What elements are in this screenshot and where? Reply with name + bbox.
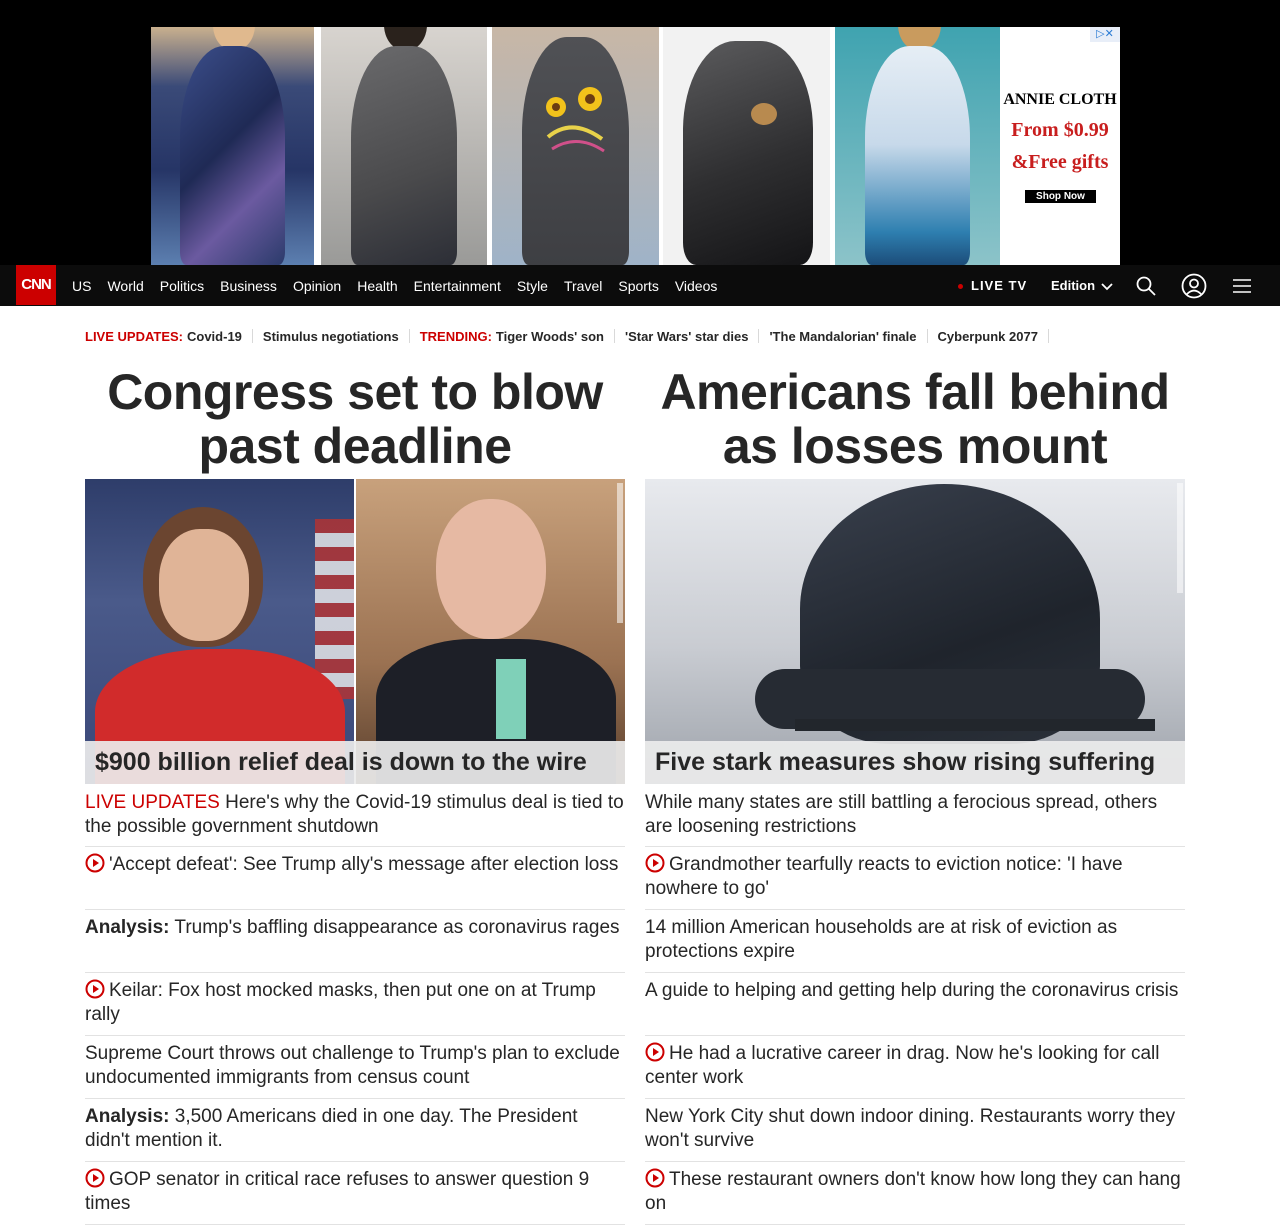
story-link[interactable] [645, 1162, 1185, 1225]
story-headline: 3,500 Americans died in one day. The President didn't mention it. [85, 1106, 578, 1151]
photo-credit [1177, 483, 1183, 593]
search-icon[interactable] [1135, 275, 1157, 297]
nav-link-entertainment[interactable]: Entertainment [413, 277, 501, 294]
mcconnell-photo [356, 479, 625, 784]
live-tv-label: LIVE TV [971, 278, 1028, 293]
nav-link-us[interactable]: US [72, 277, 92, 294]
sequin-sweater-photo[interactable] [321, 27, 487, 265]
video-play-icon [645, 1042, 665, 1062]
sunflower-sweatshirt-photo[interactable] [492, 27, 659, 265]
story-headline: A guide to helping and getting help during the coronavirus crisis [645, 980, 1179, 1001]
story-link[interactable] [85, 910, 625, 973]
story-headline: He had a lucrative career in drag. Now he's looking for call center work [645, 1043, 1160, 1088]
nav-link-sports[interactable]: Sports [618, 277, 659, 294]
story-kicker: Analysis: [85, 917, 170, 938]
live-tv-link[interactable] [958, 265, 1027, 306]
live-dot-icon [958, 284, 963, 289]
story-link[interactable] [645, 973, 1185, 1036]
divider [758, 329, 759, 343]
trending-link-tiger-woods[interactable]: Tiger Woods' son [495, 328, 604, 344]
story-kicker: LIVE UPDATES [85, 792, 220, 813]
trending-link-covid[interactable]: Covid-19 [187, 328, 242, 344]
story-link[interactable] [85, 1099, 625, 1162]
story-link[interactable] [645, 910, 1185, 973]
menu-icon[interactable] [1232, 275, 1252, 297]
story-headline: Grandmother tearfully reacts to eviction notice: 'I have nowhere to go' [645, 854, 1123, 899]
trending-link-cyberpunk[interactable]: Cyberpunk 2077 [937, 328, 1038, 344]
divider [614, 329, 615, 343]
print-top-photo[interactable] [835, 27, 1000, 265]
story-link[interactable] [85, 1036, 625, 1099]
story-headline: 'Accept defeat': See Trump ally's message after election loss [109, 854, 619, 875]
left-hero-image[interactable] [85, 479, 625, 784]
divider [409, 329, 410, 343]
story-headline: While many states are still battling a ferocious spread, others are loosening restrictions [645, 792, 1158, 837]
trending-link-mandalorian[interactable]: 'The Mandalorian' finale [769, 328, 917, 344]
story-link[interactable] [645, 1099, 1185, 1162]
nav-link-world[interactable]: World [107, 277, 144, 294]
main-nav [0, 265, 1280, 306]
trending-label: TRENDING: [419, 328, 492, 344]
nav-link-opinion[interactable]: Opinion [292, 277, 342, 294]
story-kicker: Analysis: [85, 1106, 170, 1127]
shop-now-button[interactable]: Shop Now [1025, 190, 1096, 203]
video-play-icon [645, 853, 665, 873]
story-headline: These restaurant owners don't know how long they can hang on [645, 1169, 1181, 1214]
video-play-icon [645, 1168, 665, 1188]
chevron-down-icon [1101, 283, 1113, 291]
video-play-icon [85, 853, 105, 873]
sunflower-print-icon [542, 77, 612, 157]
nav-link-politics[interactable]: Politics [159, 277, 205, 294]
nav-links [64, 265, 725, 306]
adchoices-icon[interactable]: ▷✕ [1090, 27, 1120, 42]
right-hero-caption[interactable]: Five stark measures show rising suffering [645, 741, 1185, 784]
story-headline: Keilar: Fox host mocked masks, then put one on at Trump rally [85, 980, 596, 1025]
nav-link-health[interactable]: Health [357, 277, 398, 294]
advertisement-banner[interactable] [151, 27, 1120, 265]
account-icon[interactable] [1181, 273, 1207, 299]
right-hero-image[interactable] [645, 479, 1185, 784]
hooded-person-photo [645, 479, 1185, 784]
story-headline: Here's why the Covid-19 stimulus deal is tied to the possible government shutdown [85, 792, 624, 837]
ad-brand: ANNIE CLOTH [1003, 91, 1117, 108]
story-headline: Supreme Court throws out challenge to Trump's plan to exclude undocumented immigrants from census count [85, 1043, 620, 1088]
story-link[interactable] [85, 784, 625, 847]
left-hero-caption[interactable]: $900 billion relief deal is down to the wire [85, 741, 625, 784]
right-headline[interactable]: Americans fall behind as losses mount [660, 364, 1170, 474]
floral-blouse-photo[interactable] [151, 27, 314, 265]
divider [1048, 329, 1049, 343]
left-headline[interactable]: Congress set to blow past deadline [107, 364, 603, 474]
nav-link-business[interactable]: Business [220, 277, 277, 294]
right-story-column [645, 365, 1185, 1225]
left-story-list [85, 784, 625, 1225]
edition-label: Edition [1051, 278, 1096, 293]
story-link[interactable] [85, 847, 625, 910]
story-link[interactable] [645, 784, 1185, 847]
trending-bar [85, 326, 1059, 346]
video-play-icon [85, 979, 105, 999]
button-scarf-photo[interactable] [663, 27, 830, 265]
image-divider [354, 479, 356, 784]
ad-offer: From $0.99 [1011, 119, 1109, 141]
left-story-column [85, 365, 625, 1225]
story-link[interactable] [645, 847, 1185, 910]
divider [927, 329, 928, 343]
story-headline: 14 million American households are at risk of eviction as protections expire [645, 917, 1118, 962]
nav-link-videos[interactable]: Videos [674, 277, 718, 294]
edition-selector[interactable] [1051, 265, 1113, 306]
divider [252, 329, 253, 343]
video-play-icon [85, 1168, 105, 1188]
right-story-list [645, 784, 1185, 1225]
ad-copy[interactable] [1000, 27, 1120, 265]
pelosi-photo [85, 479, 354, 784]
trending-link-star-wars[interactable]: 'Star Wars' star dies [624, 328, 749, 344]
ad-offer-gifts: &Free gifts [1011, 151, 1109, 173]
cnn-logo[interactable]: CNN [16, 265, 56, 305]
story-headline: GOP senator in critical race refuses to answer question 9 times [85, 1169, 590, 1214]
story-link[interactable] [85, 1162, 625, 1225]
nav-link-style[interactable]: Style [516, 277, 548, 294]
story-link[interactable] [645, 1036, 1185, 1099]
story-link[interactable] [85, 973, 625, 1036]
nav-link-travel[interactable]: Travel [563, 277, 603, 294]
story-headline: Trump's baffling disappearance as coronavirus rages [169, 917, 620, 938]
trending-link-stimulus[interactable]: Stimulus negotiations [262, 328, 399, 344]
story-headline: New York City shut down indoor dining. Restaurants worry they won't survive [645, 1106, 1176, 1151]
ad-band [0, 0, 1280, 265]
photo-credit [617, 483, 623, 623]
live-updates-label: LIVE UPDATES: [85, 328, 183, 344]
